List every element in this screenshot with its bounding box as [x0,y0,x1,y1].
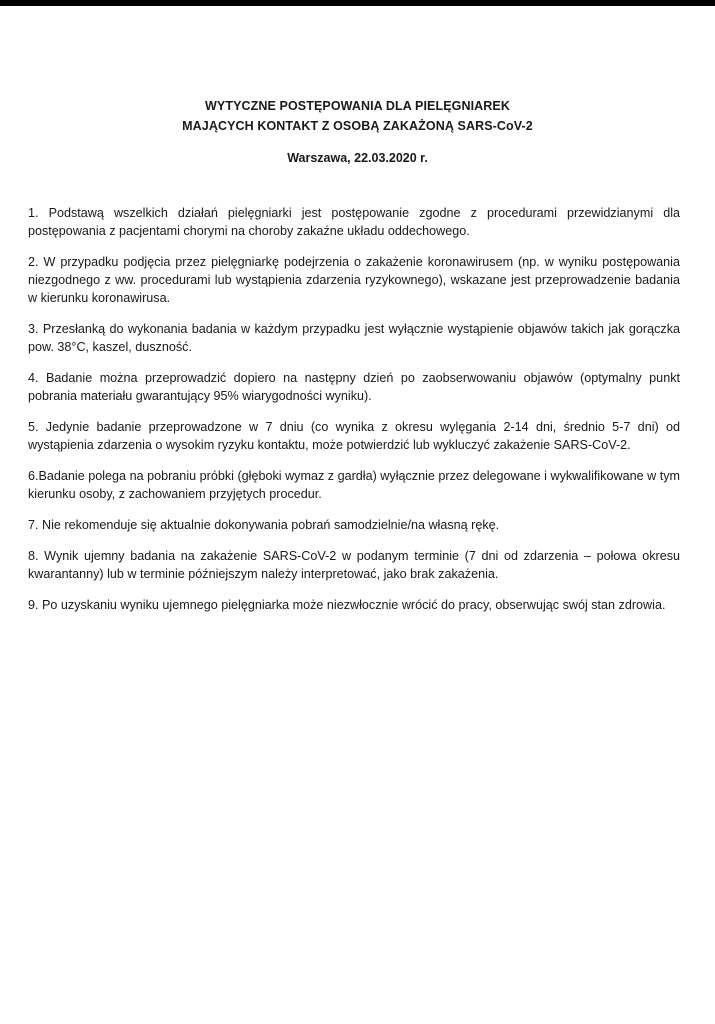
document-title [0,96,715,136]
paragraph-3: 3. Przesłanką do wykonania badania w każdym przypadku jest wyłącznie wystąpienie objawów takich jak gorączka pow. 38°C, kaszel, duszność. [28,322,680,354]
title-line-1: WYTYCZNE POSTĘPOWANIA DLA PIELĘGNIAREK [205,99,510,113]
document-body [28,204,680,627]
paragraph-1: 1. Podstawą wszelkich działań pielęgniarki jest postępowanie zgodne z procedurami przewidzianymi dla postępowania z pacjentami chorymi na choroby zakaźne układu oddechowego. [28,206,680,238]
paragraph-9: 9. Po uzyskaniu wyniku ujemnego pielęgniarka może niezwłocznie wrócić do pracy, obserwując swój stan zdrowia. [28,598,666,612]
paragraph-2: 2. W przypadku podjęcia przez pielęgniarkę podejrzenia o zakażenie koronawirusem (np. w wyniku postępowania niezgodnego z ww. procedurami lub wystąpienia zdarzenia ryzykownego), wskazane jest przeprowadzenie badania w kierunku koronawirusa. [28,255,680,305]
title-line-2: MAJĄCYCH KONTAKT Z OSOBĄ ZAKAŻONĄ SARS-CoV-2 [182,119,533,133]
document-date: Warszawa, 22.03.2020 r. [287,151,428,165]
paragraph-8: 8. Wynik ujemny badania na zakażenie SARS-CoV-2 w podanym terminie (7 dni od zdarzenia – połowa okresu kwarantanny) lub w terminie późniejszym należy interpretować, jako brak zakażenia. [28,549,680,581]
document-page [0,6,715,1024]
paragraph-7: 7. Nie rekomenduje się aktualnie dokonywania pobrań samodzielnie/na własną rękę. [28,518,500,532]
paragraph-6: 6.Badanie polega na pobraniu próbki (głęboki wymaz z gardła) wyłącznie przez delegowane i wykwalifikowane w tym kierunku osoby, z zachowaniem przyjętych procedur. [28,469,680,501]
paragraph-5: 5. Jedynie badanie przeprowadzone w 7 dniu (co wynika z okresu wylęgania 2-14 dni, średnio 5-7 dni) od wystąpienia zdarzenia o wysokim ryzyku kontaktu, może potwierdzić lub wykluczyć zakażenie SARS-CoV-2. [28,420,680,452]
paragraph-4: 4. Badanie można przeprowadzić dopiero na następny dzień po zaobserwowaniu objawów (optymalny punkt pobrania materiału gwarantujący 95% wiarygodności wyniku). [28,371,680,403]
